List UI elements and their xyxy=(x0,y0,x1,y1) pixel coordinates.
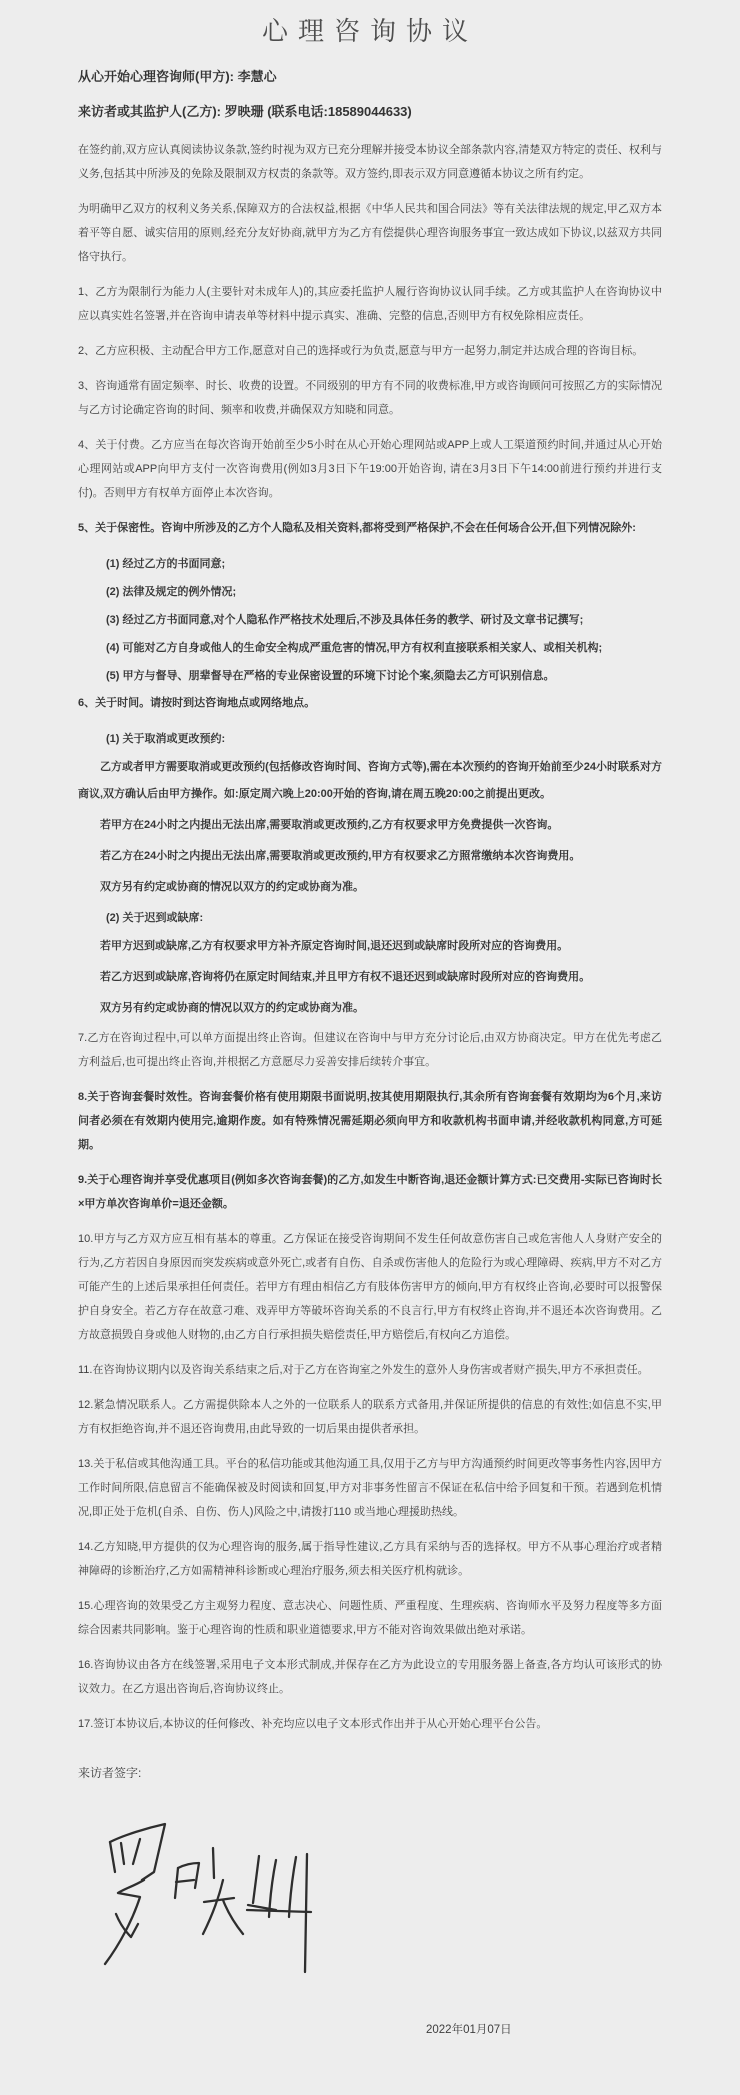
agreement-paragraph: (1) 关于取消或更改预约: xyxy=(106,733,226,745)
agreement-paragraph: 为明确甲乙双方的权利义务关系,保障双方的合法权益,根据《中华人民共和国合同法》等有关法律法规的规定,甲乙双方本着平等自愿、诚实信用的原则,经充分友好协商,就甲方为乙方有偿提供心理咨询服务事宜一致达成如下协议,以兹双方共同恪守执行。 xyxy=(78,203,662,263)
agreement-paragraph: 若甲方迟到或缺席,乙方有权要求甲方补齐原定咨询时间,退还迟到或缺席时段所对应的咨询费用。 xyxy=(100,940,569,952)
agreement-paragraph: 7.乙方在咨询过程中,可以单方面提出终止咨询。但建议在咨询中与甲方充分讨论后,由双方协商决定。甲方在优先考虑乙方利益后,也可提出终止咨询,并根据乙方意愿尽力妥善安排后续转介事宜。 xyxy=(78,1032,662,1068)
agreement-paragraph: 双方另有约定或协商的情况以双方的约定或协商为准。 xyxy=(100,881,364,893)
agreement-paragraph: (2) 关于迟到或缺席: xyxy=(106,912,204,924)
agreement-paragraph: 8.关于咨询套餐时效性。咨询套餐价格有使用期限书面说明,按其使用期限执行,其余所有咨询套餐有效期均为6个月,来访问者必须在有效期内使用完,逾期作废。如有特殊情况需延期必须向甲方和收款机构书面申请,并经收款机构同意,方可延期。 xyxy=(78,1091,662,1151)
agreement-paragraph: 13.关于私信或其他沟通工具。平台的私信功能或其他沟通工具,仅用于乙方与甲方沟通预约时间更改等事务性内容,因甲方工作时间所限,信息留言不能确保被及时阅读和回复,甲方对非事务性留言不保证在私信中给予回复和干预。若遇到危机情况,即正处于危机(自杀、自伤、伤人)风险之中,请拨打110 或当地心理援助热线。 xyxy=(78,1458,662,1518)
agreement-paragraphs xyxy=(78,138,662,1736)
page-title: 心理咨询协议 xyxy=(261,16,478,46)
agreement-paragraph: 若甲方在24小时之内提出无法出席,需要取消或更改预约,乙方有权要求甲方免费提供一次咨询。 xyxy=(100,819,559,831)
agreement-paragraph: 4、关于付费。乙方应当在每次咨询开始前至少5小时在从心开始心理网站或APP上或人工渠道预约时间,并通过从心开始心理网站或APP向甲方支付一次咨询费用(例如3月3日下午19:00开始咨询, 请在3月3日下午14:00前进行预约并进行支付)。否则甲方有权单方面停止本次咨询。 xyxy=(78,439,662,499)
agreement-paragraph: 若乙方在24小时之内提出无法出席,需要取消或更改预约,甲方有权要求乙方照常缴纳本次咨询费用。 xyxy=(100,850,581,862)
agreement-paragraph: (1) 经过乙方的书面同意; xyxy=(106,558,226,570)
agreement-paragraph: 2、乙方应积极、主动配合甲方工作,愿意对自己的选择或行为负责,愿意与甲方一起努力,制定并达成合理的咨询目标。 xyxy=(78,345,644,357)
party-a-line: 从心开始心理咨询师(甲方): 李慧心 xyxy=(78,69,277,84)
agreement-date: 2022年01月07日 xyxy=(426,2024,512,2036)
agreement-paragraph: 双方另有约定或协商的情况以双方的约定或协商为准。 xyxy=(100,1002,364,1014)
party-b-line: 来访者或其监护人(乙方): 罗映珊 (联系电话:18589044633) xyxy=(78,104,412,119)
agreement-paragraph: (3) 经过乙方书面同意,对个人隐私作严格技术处理后,不涉及具体任务的教学、研讨及文章书记撰写; xyxy=(106,614,584,626)
agreement-paragraph: (4) 可能对乙方自身或他人的生命安全构成严重危害的情况,甲方有权利直接联系相关家人、或相关机构; xyxy=(106,642,603,654)
agreement-paragraph: (5) 甲方与督导、朋辈督导在严格的专业保密设置的环境下讨论个案,须隐去乙方可识别信息。 xyxy=(106,670,555,682)
agreement-paragraph: 5、关于保密性。咨询中所涉及的乙方个人隐私及相关资料,都将受到严格保护,不会在任何场合公开,但下列情况除外: xyxy=(78,522,636,534)
agreement-paragraph: 9.关于心理咨询并享受优惠项目(例如多次咨询套餐)的乙方,如发生中断咨询,退还金额计算方式:已交费用-实际已咨询时长×甲方单次咨询单价=退还金额。 xyxy=(78,1174,662,1210)
agreement-paragraph: 在签约前,双方应认真阅读协议条款,签约时视为双方已充分理解并接受本协议全部条款内容,清楚双方特定的责任、权利与义务,包括其中所涉及的免除及限制双方权责的条款等。双方签约,即表示双方同意遵循本协议之所有约定。 xyxy=(78,144,662,180)
agreement-paragraph: 10.甲方与乙方双方应互相有基本的尊重。乙方保证在接受咨询期间不发生任何故意伤害自己或危害他人人身财产安全的行为,乙方若因自身原因而突发疾病或意外死亡,或者有自伤、自杀或伤害他人的危险行为或心理障碍、疾病,甲方不对乙方可能产生的上述后果承担任何责任。若甲方有理由相信乙方有肢体伤害甲方的倾向,甲方有权终止咨询,必要时可以报警保护自身安全。若乙方存在故意刁难、戏弄甲方等破坏咨询关系的不良言行,甲方有权终止咨询,并不退还本次咨询费用。乙方故意损毁自身或他人财物的,由乙方自行承担损失赔偿责任,甲方赔偿后,有权向乙方追偿。 xyxy=(78,1233,662,1341)
visitor-signature-label: 来访者签字: xyxy=(78,1766,142,1780)
agreement-paragraph: 1、乙方为限制行为能力人(主要针对未成年人)的,其应委托监护人履行咨询协议认同手续。乙方或其监护人在咨询协议中应以真实姓名签署,并在咨询申请表单等材料中提示真实、准确、完整的信息,否则甲方有权免除相应责任。 xyxy=(78,286,662,322)
agreement-paragraph: 14.乙方知晓,甲方提供的仅为心理咨询的服务,属于指导性建议,乙方具有采纳与否的选择权。甲方不从事心理治疗或者精神障碍的诊断治疗,乙方如需精神科诊断或心理治疗服务,须去相关医疗机构就诊。 xyxy=(78,1541,662,1577)
agreement-paragraph: (2) 法律及规定的例外情况; xyxy=(106,586,237,598)
agreement-paragraph: 15.心理咨询的效果受乙方主观努力程度、意志决心、问题性质、严重程度、生理疾病、咨询师水平及努力程度等多方面综合因素共同影响。鉴于心理咨询的性质和职业道德要求,甲方不能对咨询效果做出绝对承诺。 xyxy=(78,1600,662,1636)
agreement-paragraph: 17.签订本协议后,本协议的任何修改、补充均应以电子文本形式作出并于从心开始心理平台公告。 xyxy=(78,1718,548,1730)
agreement-paragraph: 乙方或者甲方需要取消或更改预约(包括修改咨询时间、咨询方式等),需在本次预约的咨询开始前至少24小时联系对方商议,双方确认后由甲方操作。如:原定周六晚上20:00开始的咨询,请在周五晚20:00之前提出更改。 xyxy=(78,761,662,800)
agreement-paragraph: 若乙方迟到或缺席,咨询将仍在原定时间结束,并且甲方有权不退还迟到或缺席时段所对应的咨询费用。 xyxy=(100,971,591,983)
agreement-paragraph: 16.咨询协议由各方在线签署,采用电子文本形式制成,并保存在乙方为此设立的专用服务器上备查,各方均认可该形式的协议效力。在乙方退出咨询后,咨询协议终止。 xyxy=(78,1659,662,1695)
agreement-paragraph: 6、关于时间。请按时到达咨询地点或网络地点。 xyxy=(78,697,316,709)
handwritten-signature xyxy=(92,1820,324,1992)
agreement-paragraph: 12.紧急情况联系人。乙方需提供除本人之外的一位联系人的联系方式备用,并保证所提供的信息的有效性;如信息不实,甲方有权拒绝咨询,并不退还咨询费用,由此导致的一切后果由提供者承担。 xyxy=(78,1399,662,1435)
agreement-paragraph: 11.在咨询协议期内以及咨询关系结束之后,对于乙方在咨询室之外发生的意外人身伤害或者财产损失,甲方不承担责任。 xyxy=(78,1364,649,1376)
agreement-paragraph: 3、咨询通常有固定频率、时长、收费的设置。不同级别的甲方有不同的收费标准,甲方或咨询顾问可按照乙方的实际情况与乙方讨论确定咨询的时间、频率和收费,并确保双方知晓和同意。 xyxy=(78,380,662,416)
